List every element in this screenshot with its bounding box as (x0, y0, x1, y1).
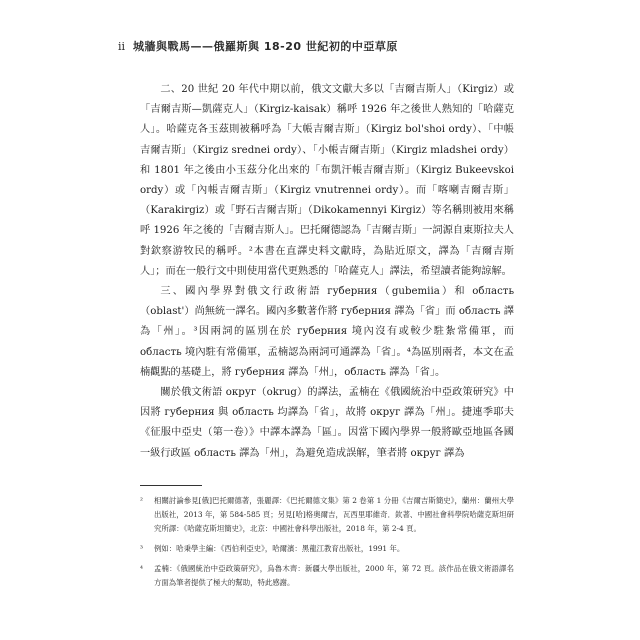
footnote-marker: ⁴ (140, 564, 143, 573)
footnote-text: 相關討論參見[俄]巴托爾德著，張麗譯：《巴托爾德文集》第 2 卷第 1 分冊《吉爾吉斯簡史》，蘭州：蘭州大學出版社，2013 年，第 584-585 頁；另見[哈]格奧爾吉，瓦西里耶維奇．欽著、中國社會科學院哈薩克斯坦研究所譯：《哈薩克斯坦簡史》，北京：中國社會科學出版社，2018 年，第 2-4 頁。 (154, 496, 514, 533)
footnotes (140, 494, 514, 596)
footnote-4 (140, 562, 514, 590)
page-number: ii (118, 39, 126, 53)
footnote-marker: ³ (140, 544, 143, 553)
main-text (140, 80, 514, 464)
running-header (118, 38, 398, 54)
footnote-text: 孟楠：《俄國統治中亞政策研究》，烏魯木齊：新疆大學出版社，2000 年，第 72 頁。該作品在俄文術語譯名方面為筆者提供了極大的幫助，特此感謝。 (154, 564, 514, 587)
footnote-2 (140, 494, 514, 536)
paragraph-terminology-kirgiz: 二、20 世紀 20 年代中期以前，俄文文獻大多以「吉爾吉斯人」（Kirgiz）或「吉爾吉斯—凱薩克人」（Kirgiz-kaisak）稱呼 1926 年之後世人熟知的「哈薩克人」。哈薩克各玉茲則被稱呼為「大帳吉爾吉斯」（Kirgiz bol'shoi ordy）、「中帳吉爾吉斯」（Kirgiz srednei ordy）、「小帳吉爾吉斯」（Kirgiz mladshei ordy）和 1801 年之後由小玉茲分化出來的「布凱汗帳吉爾吉斯」（Kirgiz Bukeevskoi ordy）或「內帳吉爾吉斯」（Kirgiz vnutrennei ordy）。而「喀喇吉爾吉斯」（Karakirgiz）或「野石吉爾吉斯」（Dikokamennyi Kirgiz）等名稱則被用來稱呼 1926 年之後的「吉爾吉斯人」。巴托爾德認為「吉爾吉斯」一詞源自東斯拉夫人對欽察游牧民的稱呼。²本書在直譯史料文獻時，為貼近原文，譯為「吉爾吉斯人」；而在一般行文中則使用當代更熟悉的「哈薩克人」譯法，希望讀者能夠諒解。 (140, 84, 514, 277)
footnote-text: 例如：哈秉學主編：《西伯利亞史》，哈爾濱：黑龍江教育出版社，1991 年。 (154, 544, 405, 553)
footnote-3 (140, 542, 514, 556)
footnote-divider (140, 485, 202, 486)
paragraph-terminology-guberniia: 三、國內學界對俄文行政術語 губерния（gubemiia）和 область（oblast'）尚無統一譯名。國內多數著作將 губерния 譯為「省」而 область 譯為「州」。³因兩詞的區別在於 губерния 境內沒有或較少駐紮常備軍，而 область 境內駐有常備軍，孟楠認為兩詞可通譯為「省」。⁴為區別兩者，本文在孟楠觀點的基礎上，將 губерния 譯為「州」，область 譯為「省」。 (140, 286, 514, 378)
paragraph-terminology-okrug: 關於俄文術語 округ（okrug）的譯法，孟楠在《俄國統治中亞政策研究》中因將 губерния 與 область 均譯為「省」，故將 округ 譯為「州」。捷連季耶夫《征服中亞史（第一卷）》中譯本譯為「區」。因當下國內學界一般將歐亞地區各國一級行政區 область 譯為「州」，為避免造成誤解，筆者將 округ 譯為 (140, 387, 514, 459)
footnote-marker: ² (140, 496, 143, 505)
running-title: 城牆與戰馬——俄羅斯與 18-20 世紀初的中亞草原 (133, 40, 398, 53)
